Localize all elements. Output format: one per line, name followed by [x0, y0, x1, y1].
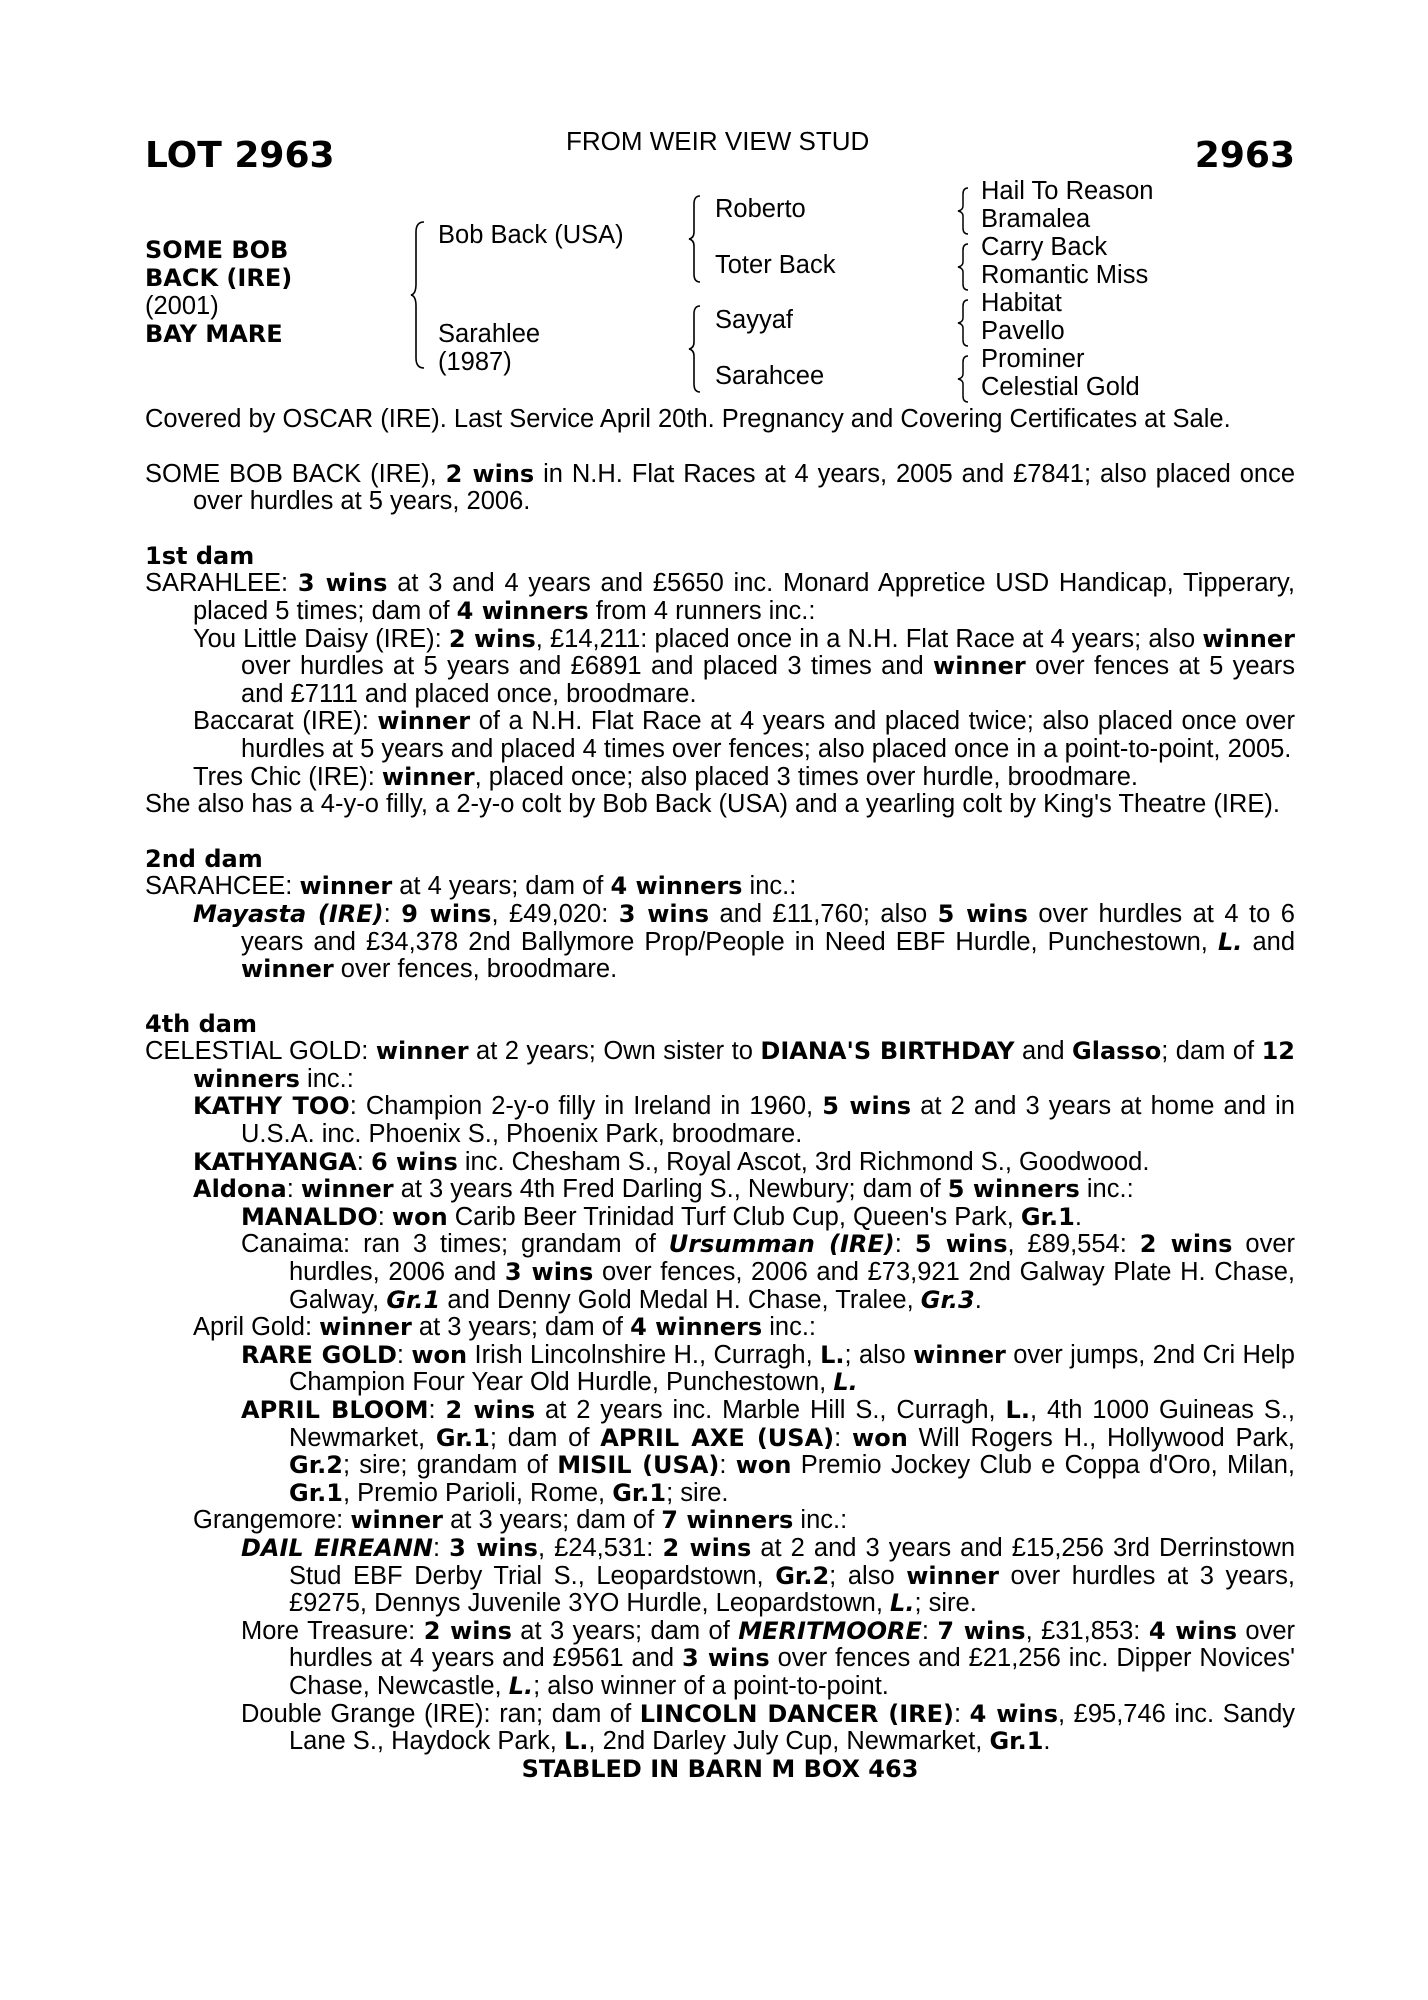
pedigree-paragraph: Aldona: winner at 3 years 4th Fred Darling S., Newbury; dam of 5 winners inc.: — [193, 1175, 1134, 1204]
catalogue-page — [145, 0, 1295, 2000]
pedigree-paragraph: KATHYANGA: 6 wins inc. Chesham S., Royal Ascot, 3rd Richmond S., Goodwood. — [193, 1147, 1150, 1176]
consignor: FROM WEIR VIEW STUD — [566, 126, 870, 156]
pedigree-bracket-sire — [688, 194, 706, 284]
pedigree-paragraph: CELESTIAL GOLD: winner at 2 years; Own sister to DIANA'S BIRTHDAY and Glasso; dam of 12 winners inc.: — [145, 1037, 1296, 1093]
gen2-sire-dam: Toter Back — [715, 251, 836, 279]
gen3-2: Bramalea — [981, 205, 1091, 233]
horse-sex: BAY MARE — [145, 320, 283, 348]
pedigree-paragraph: Mayasta (IRE): 9 wins, £49,020: 3 wins and £11,760; also 5 wins over hurdles at 4 to 6 years and £34,378 2nd Ballymore Prop/People in Need EBF Hurdle, Punchestown, L. and winner over fences, broodmare. — [193, 899, 1295, 984]
pedigree-paragraph: KATHY TOO: Champion 2-y-o filly in Ireland in 1960, 5 wins at 2 and 3 years at home and in U.S.A. inc. Phoenix S., Phoenix Park, broodmare. — [193, 1092, 1295, 1149]
horse-year: (2001) — [145, 292, 219, 320]
dam-year: (1987) — [438, 348, 512, 376]
gen3-6: Pavello — [981, 317, 1065, 345]
pedigree-paragraph: Tres Chic (IRE): winner, placed once; also placed 3 times over hurdle, broodmare. — [193, 762, 1138, 791]
spacer — [145, 984, 1295, 1011]
pedigree-paragraph: Baccarat (IRE): winner of a N.H. Flat Race at 4 years and placed twice; also placed once over hurdles at 5 years and placed 4 times over fences; also placed once in a point-to-point, 2005. — [193, 707, 1295, 763]
horse-name-line-2: BACK (IRE) — [145, 264, 293, 292]
spacer — [145, 516, 1295, 543]
pedigree-paragraph: DAIL EIREANN: 3 wins, £24,531: 2 wins at 2 and 3 years and £15,256 3rd Derrinstown Stud EBF Derby Trial S., Leopardstown, Gr.2; also winner over hurdles at 3 years, £9275, Dennys Juvenile 3YO Hurdle, Leopardstown, L.; sire. — [241, 1533, 1296, 1618]
lot-number: 2963 — [1194, 135, 1295, 176]
pedigree-paragraph: April Gold: winner at 3 years; dam of 4 winners inc.: — [193, 1313, 816, 1342]
pedigree-bracket-sayyaf — [957, 298, 973, 348]
pedigree-bracket-toter-back — [957, 242, 973, 292]
pedigree-paragraph: Canaima: ran 3 times; grandam of Ursumman (IRE): 5 wins, £89,554: 2 wins over hurdles, 2006 and 3 wins over fences, 2006 and £73,921 2nd Galway Plate H. Chase, Galway, Gr.1 and Denny Gold Medal H. Chase, Tralee, Gr.3. — [241, 1230, 1296, 1314]
pedigree-paragraph: RARE GOLD: won Irish Lincolnshire H., Curragh, L.; also winner over jumps, 2nd Cri Help Champion Four Year Old Hurdle, Punchestown, L. — [241, 1340, 1295, 1397]
pedigree-table — [145, 177, 1295, 408]
spacer — [145, 819, 1295, 846]
gen3-7: Prominer — [981, 345, 1085, 373]
section-heading: 4th dam — [145, 1009, 257, 1038]
gen3-3: Carry Back — [981, 233, 1108, 261]
covering-note: Covered by OSCAR (IRE). Last Service April 20th. Pregnancy and Covering Certificates at Sale. — [145, 405, 1231, 433]
gen3-4: Romantic Miss — [981, 261, 1149, 289]
section-heading: 1st dam — [145, 541, 255, 570]
catalogue-body — [145, 406, 1295, 1783]
gen2-dam-sire: Sayyaf — [715, 306, 793, 334]
pedigree-paragraph: You Little Daisy (IRE): 2 wins, £14,211: placed once in a N.H. Flat Race at 4 years; also winner over hurdles at 5 years and £6891 and placed 3 times and winner over fences at 5 years and £7111 and placed once, broodmare. — [193, 624, 1296, 708]
lot-label: LOT 2963 — [145, 135, 335, 176]
pedigree-paragraph: Grangemore: winner at 3 years; dam of 7 winners inc.: — [193, 1506, 848, 1535]
pedigree-paragraph: More Treasure: 2 wins at 3 years; dam of MERITMOORE: 7 wins, £31,853: 4 wins over hurdles at 4 years and £9561 and 3 wins over fences and £21,256 inc. Dipper Novices' Chase, Newcastle, L.; also winner of a point-to-point. — [241, 1616, 1296, 1700]
pedigree-paragraph: She also has a 4-y-o filly, a 2-y-o colt by Bob Back (USA) and a yearling colt by King's Theatre (IRE). — [145, 790, 1280, 819]
gen3-5: Habitat — [981, 289, 1062, 317]
spacer — [145, 434, 1295, 461]
dam-name: Sarahlee — [438, 320, 541, 348]
pedigree-paragraph: SARAHLEE: 3 wins at 3 and 4 years and £5650 inc. Monard Appretice USD Handicap, Tipperary, placed 5 times; dam of 4 winners from 4 runners inc.: — [145, 569, 1295, 625]
sire-name: Bob Back (USA) — [438, 221, 624, 249]
pedigree-bracket-dam — [688, 304, 706, 394]
gen2-sire-sire: Roberto — [715, 195, 806, 223]
pedigree-bracket-gen1 — [410, 220, 430, 370]
pedigree-paragraph: MANALDO: won Carib Beer Trinidad Turf Club Cup, Queen's Park, Gr.1. — [241, 1202, 1082, 1231]
pedigree-paragraph: Double Grange (IRE): ran; dam of LINCOLN DANCER (IRE): 4 wins, £95,746 inc. Sandy Lane S., Haydock Park, L., 2nd Darley July Cup, Newmarket, Gr.1. — [241, 1699, 1295, 1756]
pedigree-bracket-roberto — [957, 186, 973, 236]
gen3-1: Hail To Reason — [981, 177, 1154, 205]
pedigree-paragraph: SOME BOB BACK (IRE), 2 wins in N.H. Flat Races at 4 years, 2005 and £7841; also placed once over hurdles at 5 years, 2006. — [145, 459, 1295, 516]
pedigree-bracket-sarahcee — [957, 354, 973, 404]
horse-name-line-1: SOME BOB — [145, 236, 289, 264]
gen2-dam-dam: Sarahcee — [715, 362, 825, 390]
section-heading: 2nd dam — [145, 844, 263, 873]
stabling-note: STABLED IN BARN M BOX 463 — [521, 1754, 919, 1783]
gen3-8: Celestial Gold — [981, 373, 1140, 401]
pedigree-paragraph: SARAHCEE: winner at 4 years; dam of 4 winners inc.: — [145, 872, 797, 901]
family-paragraphs — [145, 461, 1295, 1756]
pedigree-paragraph: APRIL BLOOM: 2 wins at 2 years inc. Marble Hill S., Curragh, L., 4th 1000 Guineas S., Newmarket, Gr.1; dam of APRIL AXE (USA): won Will Rogers H., Hollywood Park, Gr.2; sire; grandam of MISIL (USA): won Premio Jockey Club e Coppa d'Oro, Milan, Gr.1, Premio Parioli, Rome, Gr.1; sire. — [241, 1396, 1296, 1507]
